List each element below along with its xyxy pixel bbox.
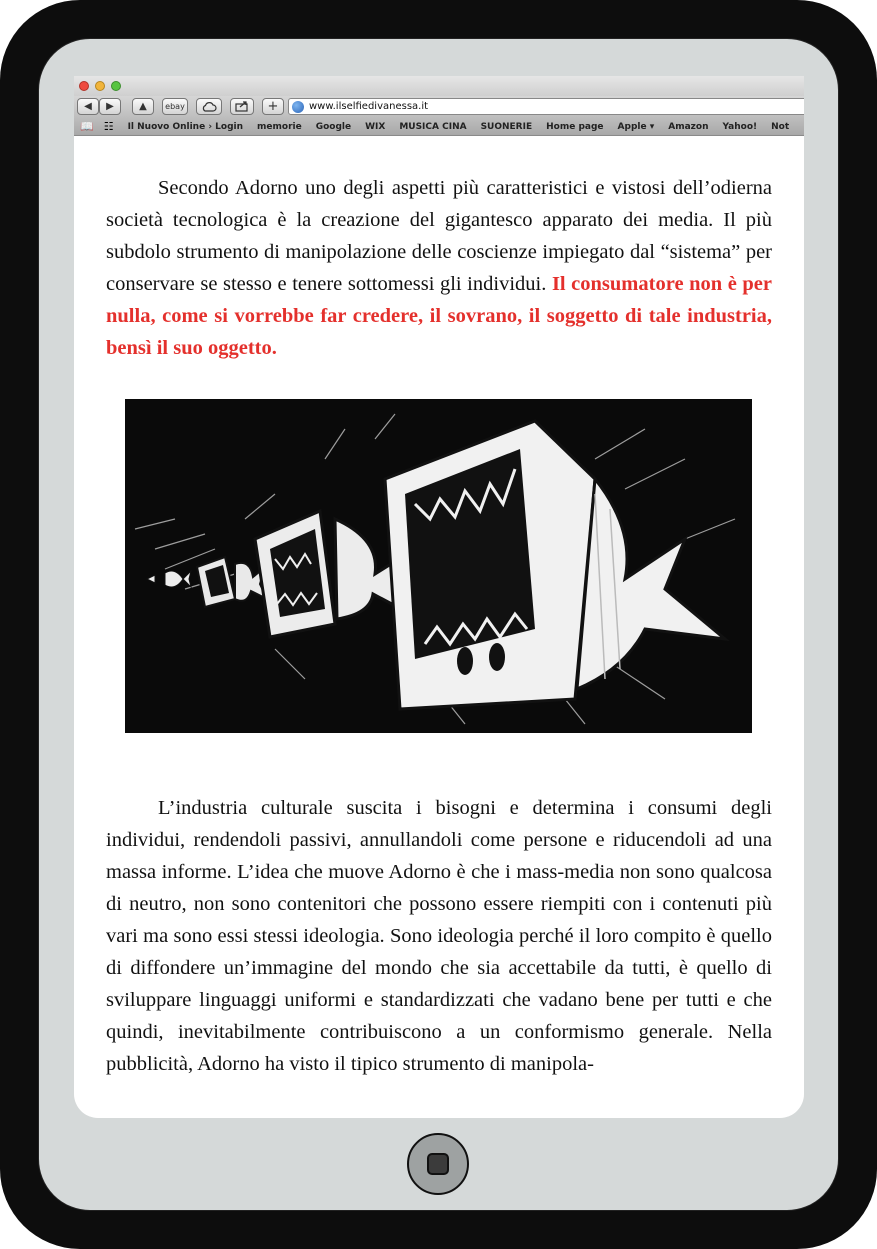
back-arrow-icon: ◀ xyxy=(84,101,92,112)
tv-fish-drawing xyxy=(125,399,752,733)
bookmark-item[interactable]: Apple ▾ xyxy=(617,121,655,132)
bookmark-item[interactable]: SUONERIE xyxy=(480,121,533,132)
window-titlebar xyxy=(74,76,804,96)
highlighted-quote: Il consumatore non è per nulla, come si vorrebbe far credere, il sovrano, il soggetto di tale industria, bensì il suo oggetto. xyxy=(106,273,772,359)
article-paragraph-1 xyxy=(106,172,772,364)
forward-button[interactable] xyxy=(99,98,121,115)
bookmark-item[interactable]: Il Nuovo Online › Login xyxy=(127,121,244,132)
forward-arrow-icon: ▶ xyxy=(106,101,114,112)
bookmark-icon: ▲ xyxy=(139,101,147,112)
bookmarks-bar xyxy=(74,118,804,136)
share-icon xyxy=(235,101,249,112)
home-square-icon xyxy=(427,1153,449,1175)
bookmark-item[interactable]: Home page xyxy=(546,121,604,132)
top-sites-icon[interactable]: ☷ xyxy=(103,120,114,133)
back-button[interactable] xyxy=(77,98,99,115)
globe-icon xyxy=(292,101,304,113)
tv-fish-illustration xyxy=(125,399,752,733)
zoom-window-button[interactable] xyxy=(111,81,121,91)
bookmark-item[interactable]: MUSICA CINA xyxy=(399,121,467,132)
share-button[interactable] xyxy=(230,98,254,115)
home-button[interactable] xyxy=(407,1133,469,1195)
minimize-window-button[interactable] xyxy=(95,81,105,91)
close-window-button[interactable] xyxy=(79,81,89,91)
paragraph-text: Secondo Adorno uno degli aspetti più caratteristici e vistosi dell’odierna società tecnologica è la creazione del gigantesco apparato dei media. Il più subdolo strumento di manipolazione delle coscienze impiegato dal “sistema” per conservare se stesso e tenere sottomessi gli individui. xyxy=(106,177,772,295)
browser-toolbar xyxy=(74,96,804,118)
tablet-screen xyxy=(74,76,804,1118)
address-bar-url: www.ilselfiedivanessa.it xyxy=(309,101,429,112)
bookmark-item[interactable]: Google xyxy=(315,121,352,132)
bookmark-item[interactable]: memorie xyxy=(257,121,302,132)
reading-list-icon[interactable]: 📖 xyxy=(80,121,94,133)
bookmark-button[interactable] xyxy=(132,98,154,115)
bookmark-item[interactable]: Not xyxy=(771,121,790,132)
ebay-button[interactable]: ebay xyxy=(162,98,188,115)
new-tab-button[interactable]: + xyxy=(262,98,284,115)
bookmark-item[interactable]: Amazon xyxy=(668,121,709,132)
address-bar[interactable] xyxy=(288,98,804,115)
article-intro xyxy=(106,172,772,364)
cloud-button[interactable] xyxy=(196,98,222,115)
cloud-icon xyxy=(201,102,217,112)
bookmark-item[interactable]: Yahoo! xyxy=(722,121,758,132)
article-body xyxy=(106,792,772,1080)
article-paragraph-2: L’industria culturale suscita i bisogni e determina i consumi degli individui, rendendoli passivi, annullandoli come persone e riducendoli ad una massa informe. L’idea che muove Adorno è che i mass-media non sono qualcosa di neutro, non sono contenitori che possono essere riempiti con i contenuti più vari ma sono essi stessi ideologia. Sono ideologia perché il loro compito è quello di diffondere un’immagine del mondo che sia accettabile da tutti, è quello di sviluppare linguaggi uniformi e standardizzati che vadano bene per tutti e che quindi, inevitabilmente contribuiscono a un conformismo generale. Nella pubblicità, Adorno ha visto il tipico strumento di manipola- xyxy=(106,797,772,1075)
bookmark-item[interactable]: WIX xyxy=(365,121,386,132)
